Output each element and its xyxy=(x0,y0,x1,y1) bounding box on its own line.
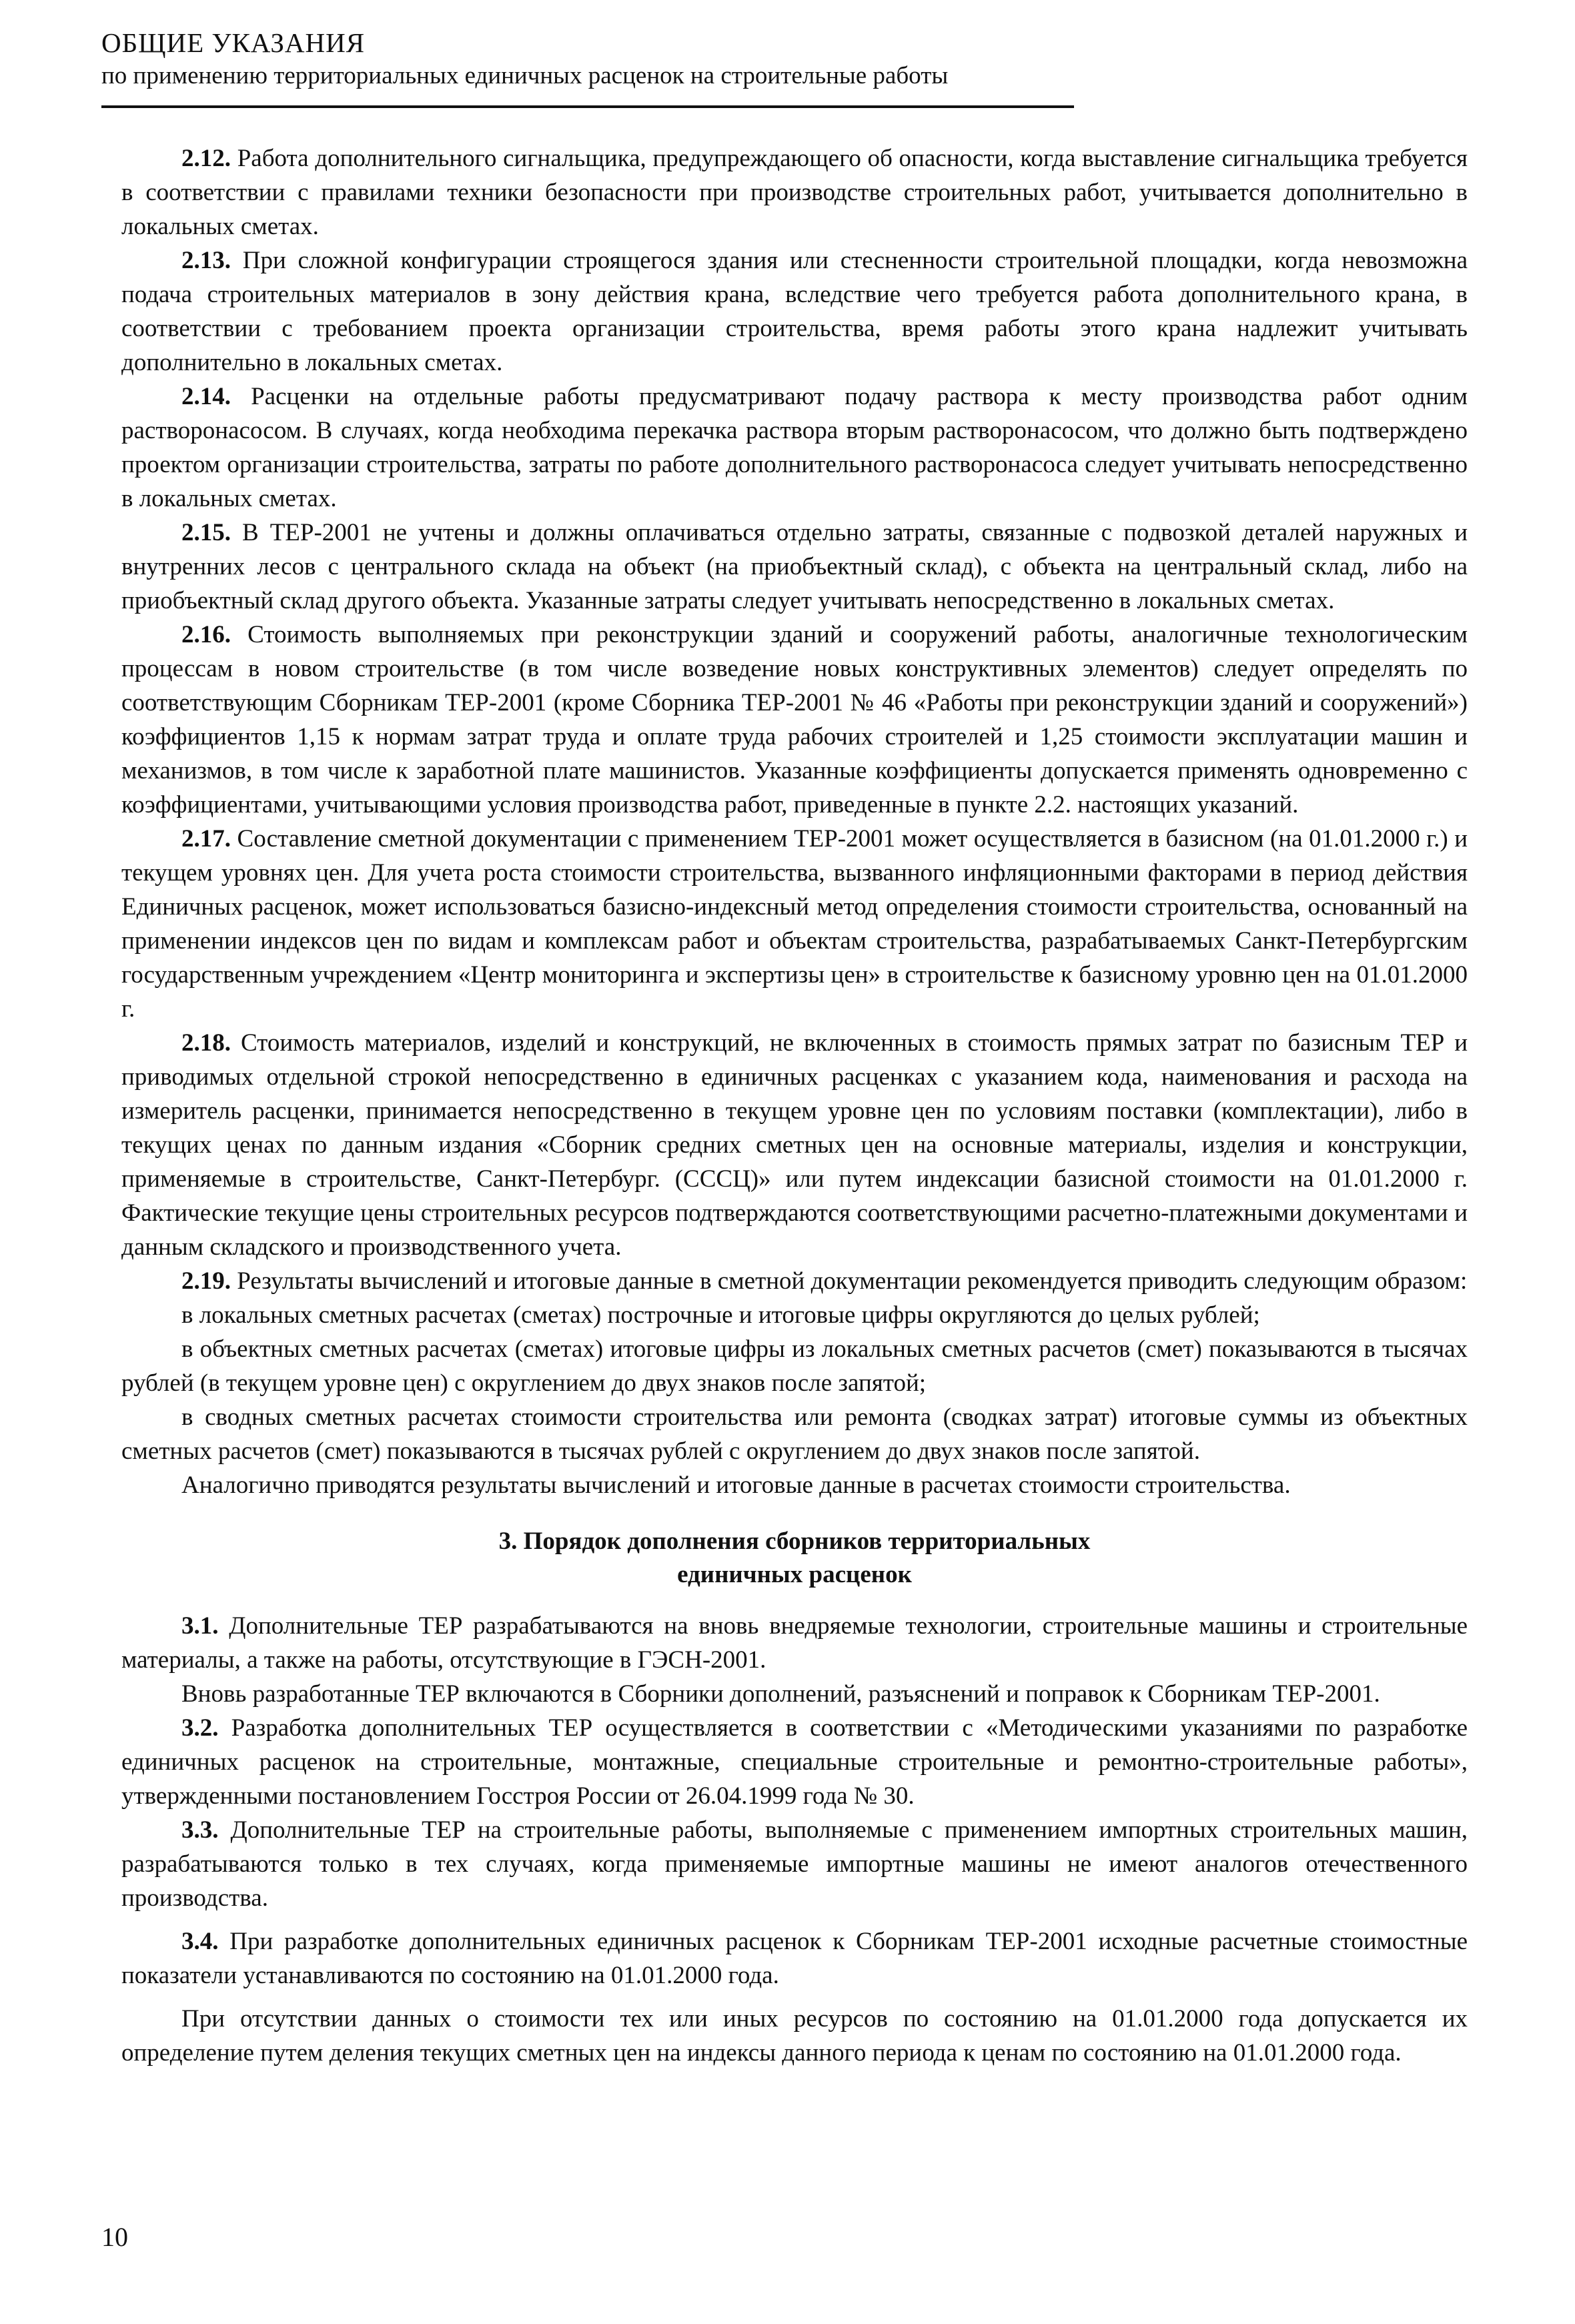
paragraph-number: 2.19. xyxy=(181,1267,231,1295)
header-rule xyxy=(101,105,1074,108)
paragraph-3-1 xyxy=(121,1609,1468,1677)
paragraph-text: Результаты вычислений и итоговые данные в сметной документации рекомендуется приводить следующим образом: xyxy=(237,1267,1468,1295)
paragraph-number: 2.12. xyxy=(181,145,231,172)
running-head xyxy=(101,25,1075,92)
paragraph-text: Стоимость материалов, изделий и конструкций, не включенных в стоимость прямых затрат по базисным ТЕР и приводимых отдельной строкой непосредственно в единичных расценках с указанием кода, наименования и расхода на измеритель расценки, принимается непосредственно в текущем уровне цен по условиям поставки (комплектации), либо в текущих ценах по данным издания «Сборник средних сметных цен на основные материалы, изделия и конструкции, применяемые в строительстве, Санкт-Петербург. (СССЦ)» или путем индексации базисной стоимости на 01.01.2000 г. Фактические текущие цены строительных ресурсов подтверждаются соответствующими расчетно-платежными документами и данным складского и производственного учета. xyxy=(121,1029,1468,1261)
paragraph-text: При разработке дополнительных единичных расценок к Сборникам ТЕР-2001 исходные расчетные стоимостные показатели устанавливаются по состоянию на 01.01.2000 года. xyxy=(121,1928,1468,1989)
paragraph-text: Дополнительные ТЕР на строительные работы, выполняемые с применением импортных строительных машин, разрабатываются только в тех случаях, когда применяемые импортные машины не имеют аналогов отечественного производства. xyxy=(121,1816,1468,1912)
paragraph-number: 3.4. xyxy=(181,1928,219,1955)
section-heading-line1: 3. Порядок дополнения сборников территориальных xyxy=(498,1528,1091,1555)
paragraph-similarly xyxy=(121,1468,1468,1502)
paragraph-text: Составление сметной документации с применением ТЕР-2001 может осуществляется в базисном (на 01.01.2000 г.) и текущем уровнях цен. Для учета роста стоимости строительства, вызванного инфляционными факторами в период действия Единичных расценок, может использоваться базисно-индексный метод определения стоимости строительства, основанный на применении индексов цен по видам и комплексам работ и объектам строительства, разрабатываемых Санкт-Петербургским государственным учреждением «Центр мониторинга и экспертизы цен» в строительстве к базисному уровню цен на 01.01.2000 г. xyxy=(121,825,1468,1023)
paragraph-number: 3.2. xyxy=(181,1714,219,1742)
paragraph-text: Дополнительные ТЕР разрабатываются на вновь внедряемые технологии, строительные машины и строительные материалы, а также на работы, отсутствующие в ГЭСН-2001. xyxy=(121,1612,1468,1674)
paragraph-number: 2.14. xyxy=(181,383,231,410)
paragraph-2-16 xyxy=(121,618,1468,822)
paragraph-text: в локальных сметных расчетах (сметах) построчные и итоговые цифры округляются до целых рублей; xyxy=(181,1301,1260,1329)
header-subtitle: по применению территориальных единичных расценок на строительные работы xyxy=(101,62,949,89)
paragraph-text: При отсутствии данных о стоимости тех или иных ресурсов по состоянию на 01.01.2000 года допускается их определение путем деления текущих сметных цен на индексы данного периода к ценам по состоянию на 01.01.2000 года. xyxy=(121,2005,1468,2067)
page-number: 10 xyxy=(101,2222,128,2252)
paragraph-text: Разработка дополнительных ТЕР осуществляется в соответствии с «Методическими указаниями по разработке единичных расценок на строительные, монтажные, специальные строительные и ремонтно-строительные работы», утвержденными постановлением Госстроя России от 26.04.1999 года № 30. xyxy=(121,1714,1468,1810)
paragraph-3-2 xyxy=(121,1711,1468,1813)
paragraph-number: 3.3. xyxy=(181,1816,219,1844)
paragraph-3-3 xyxy=(121,1813,1468,1915)
paragraph-missing-data xyxy=(121,2002,1468,2070)
paragraph-2-19 xyxy=(121,1264,1468,1298)
paragraph-text: в сводных сметных расчетах стоимости строительства или ремонта (сводках затрат) итоговые суммы из объектных сметных расчетов (смет) показываются в тысячах рублей с округлением до двух знаков после запятой. xyxy=(121,1403,1468,1465)
paragraph-local-estimates xyxy=(121,1298,1468,1332)
paragraph-summary-estimates xyxy=(121,1400,1468,1468)
paragraph-number: 2.18. xyxy=(181,1029,231,1057)
header-title: ОБЩИЕ УКАЗАНИЯ xyxy=(101,27,366,58)
paragraph-number: 2.13. xyxy=(181,247,231,274)
paragraph-2-17 xyxy=(121,822,1468,1026)
section-heading xyxy=(121,1525,1468,1592)
paragraph-text: Работа дополнительного сигнальщика, предупреждающего об опасности, когда выставление сигнальщика требуется в соответствии с правилами техники безопасности при производстве строительных работ, учитывается дополнительно в локальных сметах. xyxy=(121,145,1468,240)
paragraph-3-4 xyxy=(121,1924,1468,1992)
paragraph-number: 2.17. xyxy=(181,825,231,852)
paragraph-number: 2.15. xyxy=(181,519,231,546)
paragraph-2-18 xyxy=(121,1026,1468,1264)
paragraph-2-15 xyxy=(121,516,1468,618)
paragraph-text: Вновь разработанные ТЕР включаются в Сборники дополнений, разъяснений и поправок к Сборникам ТЕР-2001. xyxy=(181,1680,1380,1708)
paragraph-text: При сложной конфигурации строящегося здания или стесненности строительной площадки, когда невозможна подача строительных материалов в зону действия крана, вследствие чего требуется работа дополнительного крана, в соответствии с требованием проекта организации строительства, время работы этого крана надлежит учитывать дополнительно в локальных сметах. xyxy=(121,247,1468,376)
paragraph-text: в объектных сметных расчетах (сметах) итоговые цифры из локальных сметных расчетов (смет) показываются в тысячах рублей (в текущем уровне цен) с округлением до двух знаков после запятой; xyxy=(121,1335,1468,1397)
paragraph-text: Аналогично приводятся результаты вычислений и итоговые данные в расчетах стоимости строительства. xyxy=(181,1472,1291,1499)
paragraph-text: В ТЕР-2001 не учтены и должны оплачиваться отдельно затраты, связанные с подвозкой деталей наружных и внутренних лесов с центрального склада на объект (на приобъектный склад), с объекта на центральный склад, либо на приобъектный склад другого объекта. Указанные затраты следует учитывать непосредственно в локальных сметах. xyxy=(121,519,1468,614)
section-heading-line2: единичных расценок xyxy=(677,1561,912,1588)
paragraph-text: Расценки на отдельные работы предусматривают подачу раствора к месту производства работ одним растворонасосом. В случаях, когда необходима перекачка раствора вторым растворонасосом, что должно быть подтверждено проектом организации строительства, затраты по работе дополнительного растворонасоса следует учитывать непосредственно в локальных сметах. xyxy=(121,383,1468,512)
paragraph-2-13 xyxy=(121,243,1468,380)
paragraph-object-estimates xyxy=(121,1332,1468,1400)
paragraph-text: Стоимость выполняемых при реконструкции зданий и сооружений работы, аналогичные технологическим процессам в новом строительстве (в том числе возведение новых конструктивных элементов) следует определять по соответствующим Сборникам ТЕР-2001 (кроме Сборника ТЕР-2001 № 46 «Работы при реконструкции зданий и сооружений») коэффициентов 1,15 к нормам затрат труда и оплате труда рабочих строителей и 1,25 стоимости эксплуатации машин и механизмов, в том числе к заработной плате машинистов. Указанные коэффициенты допускается применять одновременно с коэффициентами, учитывающими условия производства работ, приведенные в пункте 2.2. настоящих указаний. xyxy=(121,621,1468,818)
paragraph-number: 2.16. xyxy=(181,621,231,648)
body-text xyxy=(121,141,1468,2070)
paragraph-new-ter xyxy=(121,1677,1468,1711)
paragraph-2-14 xyxy=(121,380,1468,516)
paragraph-number: 3.1. xyxy=(181,1612,219,1640)
paragraph-2-12 xyxy=(121,141,1468,243)
